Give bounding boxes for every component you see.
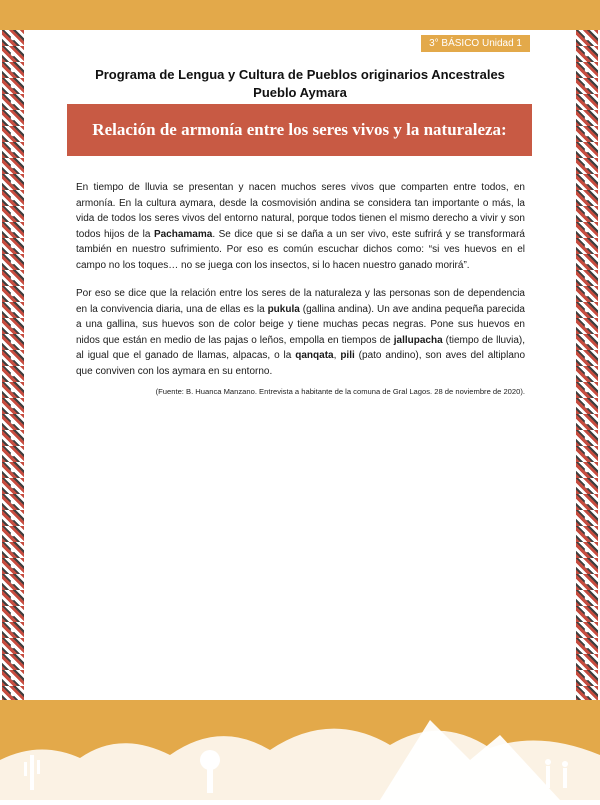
source-citation: (Fuente: B. Huanca Manzano. Entrevista a habitante de la comuna de Gral Lagos. 28 de noviembre de 2020). bbox=[155, 387, 525, 396]
p2-text-5: (pato andino), son aves del altiplano que conviven con los aymara en su entorno. bbox=[76, 350, 526, 377]
p2-text-4: , bbox=[333, 350, 341, 361]
paragraph-2 bbox=[76, 286, 525, 379]
section-title: Relación de armonía entre los seres vivos y la naturaleza: bbox=[92, 120, 507, 139]
term-jallupacha: jallupacha bbox=[393, 334, 443, 346]
top-band bbox=[0, 0, 600, 30]
grade-unit-badge: 3° BÁSICO Unidad 1 bbox=[421, 35, 530, 52]
section-title-box bbox=[67, 104, 532, 156]
p2-text-1: Por eso se dice que la relación entre los seres de la naturaleza y las personas son de dependencia en la convivencia diaria, una de ellas es la bbox=[76, 288, 525, 315]
p1-text-1: En tiempo de lluvia se presentan y nacen muchos seres vivos que comparten entre todos, en armonía. En la cultura aymara, desde la cosmovisión andina se considera tan importante o más, la vida de todos los seres vivos del entorno natural, porque todos tienen el mismo derecho a vivir y son todos hijos de la bbox=[76, 182, 525, 240]
term-pachamama: Pachamama bbox=[153, 228, 213, 240]
left-pattern-border bbox=[2, 30, 24, 720]
p1-text-2: . Se dice que si se daña a un ser vivo, este sufrirá y se transformará también en nuestro sufrimiento. Por eso es común escuchar dichos como: “si ves huevos en el campo no los toques… no se juega con los insectos, si lo hacen nuestro ganado morirá”. bbox=[76, 228, 525, 271]
landscape-illustration bbox=[0, 700, 600, 800]
document-header bbox=[0, 66, 600, 102]
footer-landscape-band bbox=[0, 700, 600, 800]
p2-text-3: (tiempo de lluvia), al igual que el ganado de llamas, alpacas, o la bbox=[76, 334, 525, 361]
term-pukula: pukula bbox=[267, 303, 300, 315]
term-pili: pili bbox=[340, 350, 355, 361]
paragraph-1 bbox=[76, 180, 525, 273]
body-text bbox=[76, 180, 525, 392]
term-qanqata: qanqata bbox=[295, 350, 334, 361]
header-line-2: Pueblo Aymara bbox=[253, 85, 347, 100]
p2-text-2: (gallina andina). Un ave andina pequeña parecida a una gallina, sus huevos son de color beige y tiene muchas pecas negras. Pone sus huevos en nidos que están en medio de las pajas o leños, empolla en tiempos de bbox=[76, 303, 525, 346]
header-line-1: Programa de Lengua y Cultura de Pueblos originarios Ancestrales bbox=[95, 67, 505, 82]
right-pattern-border bbox=[576, 30, 598, 720]
